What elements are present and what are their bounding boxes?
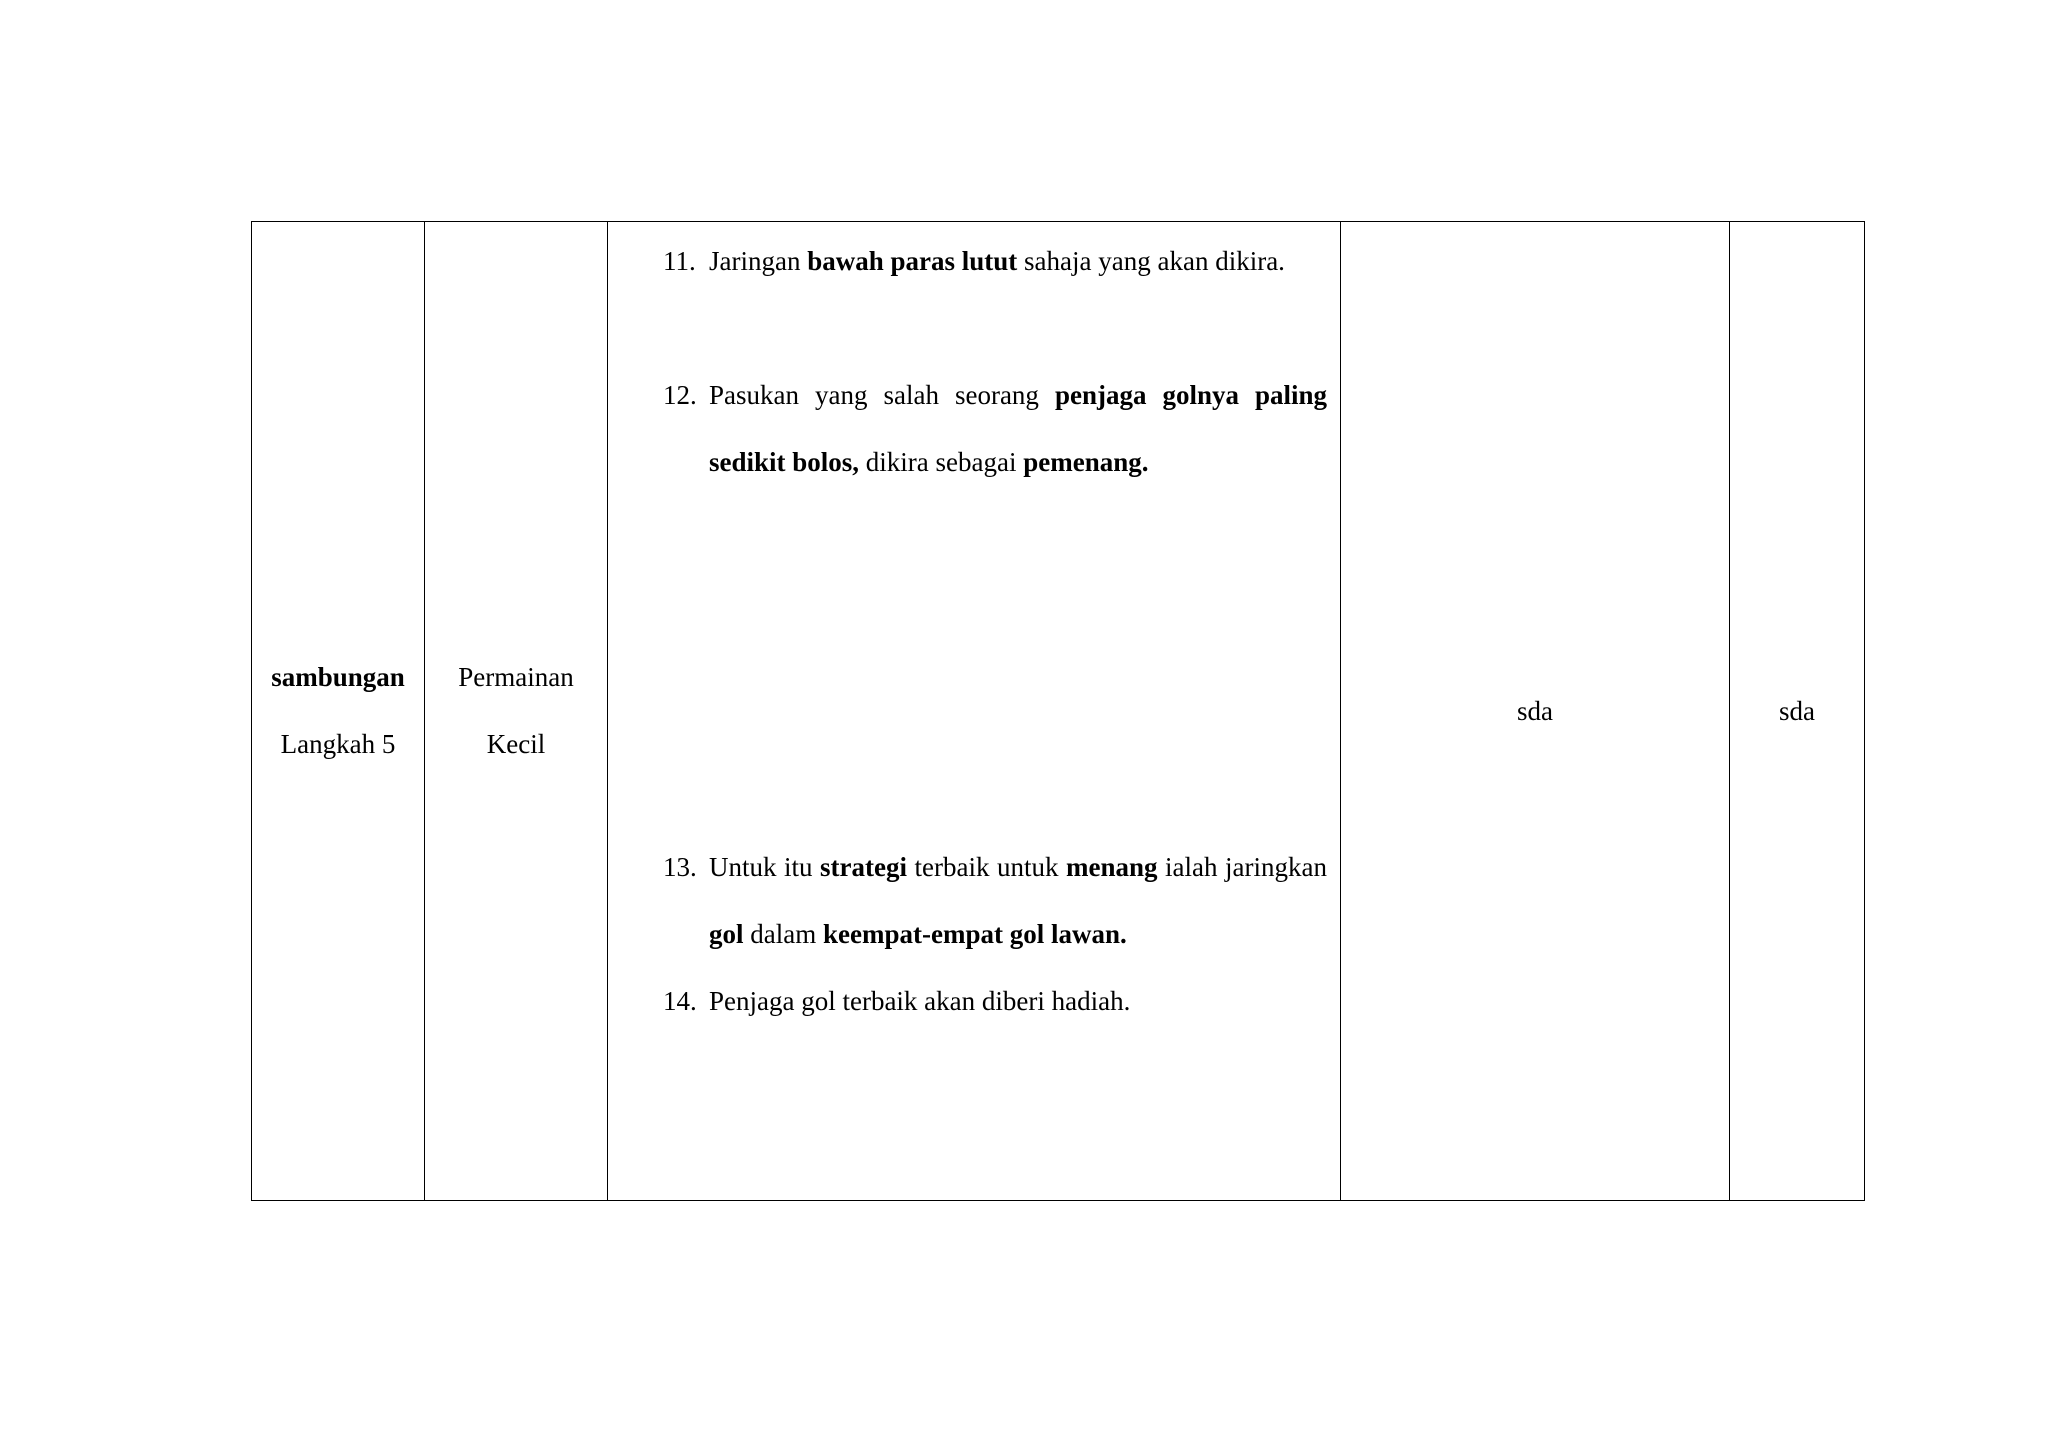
list-item-number: 14. — [663, 986, 697, 1016]
list-item-text — [709, 380, 1327, 477]
text-segment: sahaja yang akan dikira. — [1017, 246, 1285, 276]
text-segment: Penjaga gol terbaik akan diberi hadiah. — [709, 986, 1131, 1016]
list-item-number: 12. — [663, 380, 697, 410]
text-segment-bold: bawah paras lutut — [807, 246, 1018, 276]
lesson-table — [251, 221, 1865, 1201]
resource-cell — [1341, 222, 1730, 1201]
step-label: Langkah 5 — [280, 729, 396, 759]
list-item — [663, 362, 1327, 496]
text-segment: Untuk itu — [709, 852, 821, 882]
text-segment: dikira sebagai — [859, 447, 1024, 477]
step-cell — [252, 222, 425, 1201]
resource-value: sda — [1517, 695, 1553, 726]
text-segment-bold: keempat-empat gol lawan. — [823, 919, 1127, 949]
text-segment: dalam — [743, 919, 823, 949]
text-segment: Pasukan yang salah seorang — [709, 380, 1055, 410]
text-segment-bold: penjaga golnya paling sedikit bolos, — [709, 380, 1328, 477]
list-item-number: 13. — [663, 852, 697, 882]
note-value: sda — [1779, 695, 1815, 726]
text-segment: ialah jaringkan — [1157, 852, 1327, 882]
text-segment-bold: pemenang. — [1023, 447, 1149, 477]
text-segment: terbaik untuk — [907, 852, 1067, 882]
list-item-text — [709, 986, 1130, 1016]
text-segment-bold: strategi — [820, 852, 907, 882]
activity-line-2: Kecil — [486, 729, 546, 759]
list-item-text — [709, 246, 1285, 276]
note-cell — [1730, 222, 1865, 1201]
list-item-text — [709, 852, 1327, 949]
steps-list — [608, 222, 1340, 1200]
list-item-number: 11. — [663, 246, 696, 276]
text-segment: Jaringan — [709, 246, 808, 276]
list-item — [663, 968, 1327, 1035]
text-segment-bold: gol — [709, 919, 744, 949]
activity-line-1: Permainan — [458, 662, 574, 692]
table-row — [252, 222, 1865, 1201]
activity-cell — [425, 222, 608, 1201]
step-continuation-label: sambungan — [271, 662, 405, 692]
list-item — [663, 834, 1327, 968]
list-item — [663, 228, 1327, 295]
steps-cell — [608, 222, 1341, 1201]
text-segment-bold: menang — [1066, 852, 1158, 882]
